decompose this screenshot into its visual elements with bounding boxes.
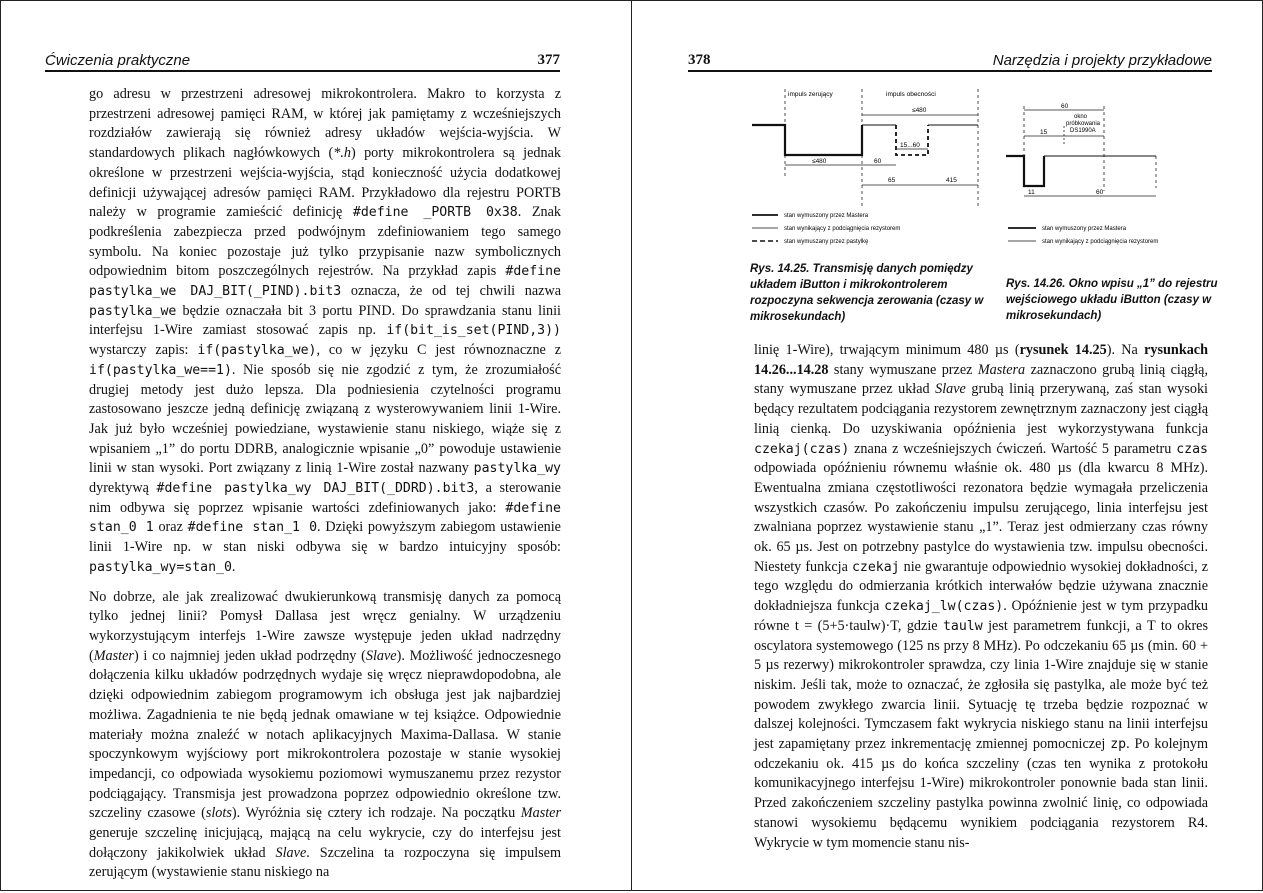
dim-65: 65 <box>888 177 896 184</box>
legend-master: stan wymuszony przez Mastera <box>1042 226 1127 232</box>
italic-span: Master <box>520 805 561 822</box>
text-span: ) i co najmniej jeden układ podrzędny ( <box>133 647 366 664</box>
dim-415: 415 <box>946 177 957 184</box>
text-span: , co w języku C jest równoznaczne z <box>316 342 562 359</box>
right-page <box>631 0 1263 891</box>
italic-span: Slave <box>275 844 307 861</box>
code-span: zp <box>1110 737 1127 753</box>
text-span: ). Możliwość jednoczesnego dołączenia kilku układów podrzędnych wydaje się wręcz nieprawdopodobna, ale dzięki odpowiednim zabiegom programowym ich obsługa jest jak najbardziej możliwa. Zagadnienia te nie będą jednak omawiane w tej książce. Odpowiednie materiały można znaleźć w notach aplikacyjnych Maxima-Dallasa. W stanie spoczynkowym wyjściowy port mikrokontrolera pozostaje w stanie wysokiej impedancji, co odpowiada wysokiemu poziomowi wymuszanemu przez rezystor podciągający. Transmisja jest prowadzona poprzez odpowiednio określone tzw. szczeliny czasowe ( <box>89 647 561 822</box>
text-span: No dobrze, ale jak zrealizować dwukierunkową transmisję danych za pomocą tylko jednej linii? Pomysł Dallasa jest wręcz genialny. W urządzeniu wykorzystującym interfejs 1-Wire zawsze występuje jeden układ nadrzędny ( <box>89 588 561 664</box>
code-span: taulw <box>942 618 983 634</box>
dim-60-top: 60 <box>1061 103 1069 110</box>
text-span: grubą linią przerywaną, zaś stan wysoki będący rezultatem podciągania rezystorem zewnętrznym zaznaczony jest ciągłą linią cienką. Do uzyskiwania opóźnienia jest wykorzystywana funkcja <box>754 381 1208 437</box>
code-span: #define _PORTB 0x38 <box>352 205 518 221</box>
right-body-text <box>754 341 1208 853</box>
dim-15: 15 <box>1040 129 1048 136</box>
left-body-text <box>89 85 561 883</box>
code-span: #define stan_0 1 <box>89 500 561 536</box>
left-paragraph-2 <box>89 588 561 884</box>
text-span: go adresu w przestrzeni adresowej mikrokontrolera. Makro to korzysta z przestrzeni adresowej pamięci RAM, w której jak pamiętamy z wcześniejszych rozdziałów zawierają się również adresy układów wejścia-wyjścia. W standardowych plikach nagłówkowych ( <box>89 86 561 162</box>
dim-60-bottom: 60 <box>1096 189 1104 196</box>
code-span: #define stan_1 0 <box>187 520 318 536</box>
text-span: ). Na <box>1106 342 1145 358</box>
figure-14-25-caption: Rys. 14.25. Transmisję danych pomiędzy układem iButton i mikrokontrolerem rozpoczyna sekwencja zerowania (czasy w mikrosekundach) <box>750 263 984 323</box>
code-span: #define pastylka_we DAJ_BIT(_PIND).bit3 <box>89 264 561 300</box>
right-paragraph-1 <box>754 341 1208 853</box>
window-label-2: próbkowania <box>1066 121 1101 127</box>
dim-11: 11 <box>1028 189 1035 196</box>
text-span: dyrektywą <box>89 480 157 497</box>
text-span: . Znak podkreślenia zabezpiecza przed podwójnym zdefiniowaniem tego samego symbolu. Na koniec pozostaje już tylko przypisanie nazw symbolicznych odpowiednim bitom poszczególnych rejestrów. Na przykład zapis <box>89 204 561 280</box>
legend-slave: stan wymuszany przez pastylkę <box>784 239 869 245</box>
dim-480-top: ≤480 <box>912 107 927 114</box>
text-span: , a sterowanie nim odbywa się poprzez wpisanie wartości zdefiniowanych jako: <box>89 480 561 516</box>
code-span: czekaj <box>851 559 900 575</box>
code-span: if(bit_is_set(PIND,3)) <box>386 323 561 339</box>
text-span: . Szczelina ta rozpoczyna się impulsem zerującym (wystawienie stanu niskiego na <box>89 844 561 881</box>
text-span: będzie oznaczała bit 3 portu PIND. Do sprawdzania stanu linii interfejsu 1-Wire zamiast stosować zapis np. <box>89 302 561 339</box>
text-span: . <box>231 558 236 575</box>
text-span: . Opóźnienie jest w tym przypadku równe t = (5+5·taulw)·T, gdzie <box>754 598 1209 634</box>
legend-pullup: stan wynikający z podciągnięcia rezystorem <box>784 226 901 232</box>
text-span: oraz <box>153 519 188 536</box>
text-span: odpowiada opóźnieniu równemu właśnie ok. 480 µs (dla kwarcu 8 MHz). Ewentualna zmiana częstotliwości rezonatora będzie wymagała przeliczenia wszystkich czasów. Po zakończeniu impulsu zerującego, linia interfejsu jest zwalniana poprzez wystawienie stanu „1”. Teraz jest odmierzany czas równy ok. 65 µs. Jest on potrzebny pastylce do wystawienia tzw. impulsu obecności. Niestety funkcja <box>754 460 1208 575</box>
label-presence-pulse: impuls obecności <box>886 91 936 98</box>
code-span: #define pastylka_wy DAJ_BIT(_DDRD).bit3 <box>156 481 475 497</box>
text-span: ). Wyróżnia się cztery ich rodzaje. Na początku <box>231 805 521 822</box>
text-span: linię 1-Wire), trwającym minimum 480 µs ( <box>754 342 1020 358</box>
code-span: czekaj_lw(czas) <box>884 599 1004 615</box>
figure-14-25 <box>750 81 990 333</box>
dim-480-bottom: ≤480 <box>812 158 827 165</box>
label-reset-pulse: impuls zerujący <box>788 91 833 98</box>
right-header-title: Narzędzia i projekty przykładowe <box>992 52 1212 69</box>
legend-pullup: stan wynikający z podciągnięcia rezystorem <box>1042 239 1159 245</box>
text-span: . Dzięki powyższym zabiegom ustawienie linii 1-Wire np. w stan niski odbywa się w bardzo intuicyjny sposób: <box>89 519 561 556</box>
legend-master: stan wymuszony przez Mastera <box>784 213 869 219</box>
code-span: czas <box>1176 441 1208 457</box>
master-signal <box>1006 156 1044 186</box>
italic-span: Slave <box>365 647 397 664</box>
window-label-3: DS1990A <box>1070 128 1096 134</box>
text-span: zaznaczono grubą linią ciągłą, stany wymuszane przez układ <box>754 361 1208 398</box>
left-header-title: Ćwiczenia praktyczne <box>45 52 191 69</box>
slave-signal <box>896 125 928 155</box>
text-span: generuje szczelinę inicjującą, mającą na celu wykrycie, czy do interfejsu jest dołączony jakikolwiek układ <box>89 825 561 861</box>
left-page-number: 377 <box>537 52 560 68</box>
italic-span: Mastera <box>977 361 1026 378</box>
italic-span: Slave <box>935 381 966 398</box>
italic-span: Master <box>93 647 134 664</box>
code-span: czekaj(czas) <box>754 441 850 457</box>
left-page <box>0 0 631 891</box>
right-page-number: 378 <box>688 52 711 68</box>
italic-span: *.h <box>333 145 351 162</box>
dim-15-60: 15...60 <box>900 142 920 149</box>
bold-span: rysunek 14.25 <box>1019 342 1107 358</box>
text-span: . Po kolejnym odczekaniu ok. 415 µs do końca szczeliny (czas ten wynika z protokołu komunikacyjnego interfejsu 1-Wire) mikrokontroler ponownie bada stan linii. Przed zakończeniem szczeliny pastylka powinna zwolnić linię, co odpowiada stanowi wysokiemu będącemu wynikiem podciągania rezystorem R4. Wykrycie w tym momencie stanu nis- <box>754 736 1208 851</box>
figure-14-26 <box>1006 96 1221 333</box>
window-label-1: okno <box>1074 114 1088 120</box>
code-span: if(pastylka_we==1) <box>89 362 232 378</box>
italic-span: slots <box>205 805 232 822</box>
code-span: pastylka_we <box>89 303 177 319</box>
left-paragraph-1 <box>89 85 561 578</box>
text-span: ) porty mikrokontrolera są jednak określone w przestrzeni wejścia-wyjścia, stąd konieczność użycia dodatkowej definicji używającej adresów pamięci RAM. Przykładowo dla rejestru PORTB należy w programie zamieścić definicję <box>89 145 561 221</box>
text-span: nie gwarantuje odpowiednio wysokiej dokładności, z tego względu do odmierzania krótkich interwałów będzie używana znacznie dokładniejsza funkcja <box>754 558 1208 615</box>
left-running-header <box>45 43 560 69</box>
text-span: stany wymuszane przez <box>828 361 978 378</box>
text-span: oznacza, że od tej chwili nazwa <box>341 283 561 300</box>
code-span: if(pastylka_we) <box>197 343 317 359</box>
bold-span: rysunkach 14.26...14.28 <box>754 342 1208 378</box>
master-signal <box>752 125 862 155</box>
text-span: znana z wcześniejszych ćwiczeń. Wartość 5 parametru <box>849 440 1177 457</box>
right-header-rule <box>688 70 1212 72</box>
reset-timing-diagram <box>750 81 990 259</box>
text-span: jest parametrem funkcji, a T to okres oscylatora systemowego (125 ns przy 8 MHz). Po odczekaniu 65 µs (min. 60 + 5 µs rezerwy) mikrokontroler sprawdza, czy linia 1-Wire znajduje się w stanie niskim. Jeśli tak, może to oznaczać, że zgłosiła się pastylka, ale może być też powodem zwykłego zwarcia linii. Sytuację tę trzeba będzie rozpoznać w dalszej kolejności. Tymczasem fakt wykrycia niskiego stanu na linii interfejsu jest zapamiętany przez inkrementację zmiennej pomocniczej <box>754 617 1208 753</box>
figure-14-26-caption: Rys. 14.26. Okno wpisu „1” do rejestru wejściowego układu iButton (czasy w mikrosekundach) <box>1006 278 1218 322</box>
code-span: pastylka_wy <box>473 461 561 477</box>
left-header-rule <box>45 70 560 72</box>
code-span: pastylka_wy=stan_0 <box>89 559 232 575</box>
text-span: . Nie sposób się nie zgodzić z tym, że zrozumiałość drugiej metody jest dużo lepsza. Dla podniesienia czytelności programu zastosowano jeszcze jedną definicję związaną z wysterowywaniem linii 1-Wire. Jak już było wcześniej powiedziane, wystawienie stanu niskiego, wiąże się z wpisaniem „1” do portu DDRB, analogicznie wpisanie „0” powoduje ustawienie linii w stan wysoki. Port związany z linią 1-Wire został nazwany <box>89 361 561 477</box>
write-one-timing-diagram <box>1006 96 1221 261</box>
text-span: wystarczy zapis: <box>89 342 198 359</box>
right-running-header <box>688 43 1212 69</box>
dim-60: 60 <box>874 158 882 165</box>
